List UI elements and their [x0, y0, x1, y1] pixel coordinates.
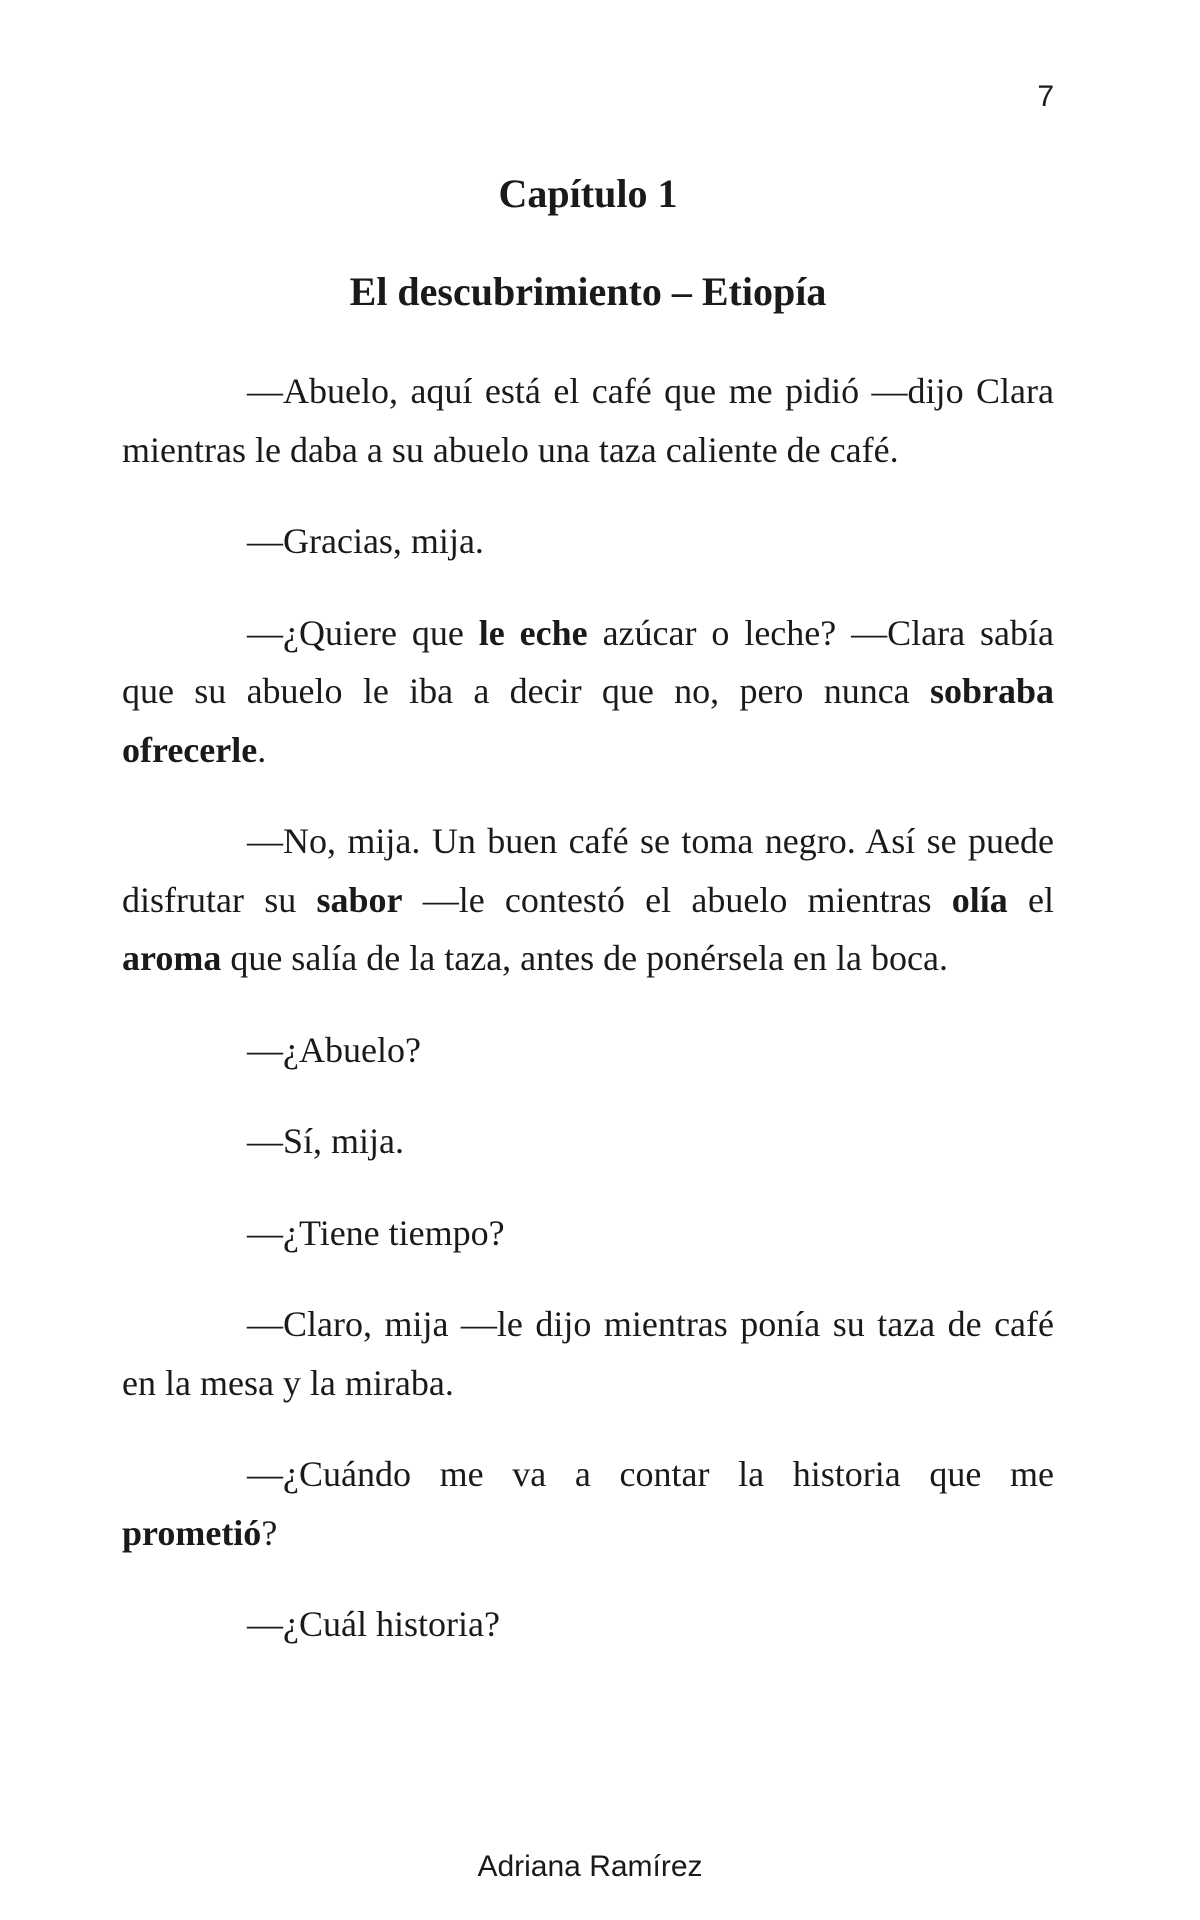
- footer-author: Adriana Ramírez: [477, 1850, 703, 1883]
- bold-term: olía: [951, 879, 1008, 920]
- text-segment: —Abuelo, aquí está el café que me pidió —dijo Clara mientras le daba a su abuelo una taza caliente de café.: [122, 371, 1054, 470]
- paragraph: [122, 1204, 1054, 1263]
- text-segment: —¿Cuándo me va a contar la historia que me: [247, 1454, 1054, 1494]
- paragraph: [122, 1445, 1054, 1562]
- text-segment: —¿Abuelo?: [247, 1029, 421, 1070]
- text-segment: .: [257, 729, 267, 770]
- paragraph: [122, 362, 1054, 479]
- bold-term: aroma: [122, 938, 222, 978]
- chapter-subtitle: El descubrimiento – Etiopía: [349, 269, 827, 314]
- text-segment: —Claro, mija —le dijo mientras ponía su taza de café en la mesa y la miraba.: [122, 1304, 1054, 1403]
- chapter-title: Capítulo 1: [498, 171, 678, 216]
- paragraph: [122, 1295, 1054, 1412]
- text-segment: —¿Quiere que: [247, 612, 479, 653]
- bold-term: prometió: [122, 1512, 262, 1553]
- text-segment: el: [1007, 879, 1055, 920]
- paragraph: [122, 1021, 1054, 1080]
- text-segment: —le contestó el abuelo mientras: [402, 879, 952, 920]
- bold-term: sabor: [316, 879, 403, 920]
- text-segment: —¿Cuál historia?: [247, 1604, 500, 1644]
- paragraph: [122, 812, 1054, 988]
- paragraph: [122, 1595, 1054, 1654]
- text-segment: —Gracias, mija.: [247, 521, 484, 561]
- text-segment: —Sí, mija.: [247, 1121, 405, 1161]
- bold-term: sobraba ofrecerle: [122, 671, 1054, 770]
- text-segment: que salía de la taza, antes de ponérsela en la boca.: [221, 938, 948, 978]
- bold-term: le eche: [478, 612, 588, 653]
- text-segment: —¿Tiene tiempo?: [247, 1212, 505, 1253]
- text-segment: azúcar o leche? —Clara sabía que su abuelo le iba a decir que no, pero nunca: [122, 612, 1055, 711]
- paragraph: [122, 604, 1054, 780]
- text-segment: —No, mija. Un buen café se toma negro. Así se puede disfrutar su: [122, 821, 1054, 920]
- paragraph: [122, 1112, 1054, 1171]
- paragraph: [122, 512, 1054, 571]
- chapter-body: [122, 362, 1054, 1687]
- page-number: 7: [1037, 80, 1054, 113]
- text-segment: ?: [261, 1512, 278, 1553]
